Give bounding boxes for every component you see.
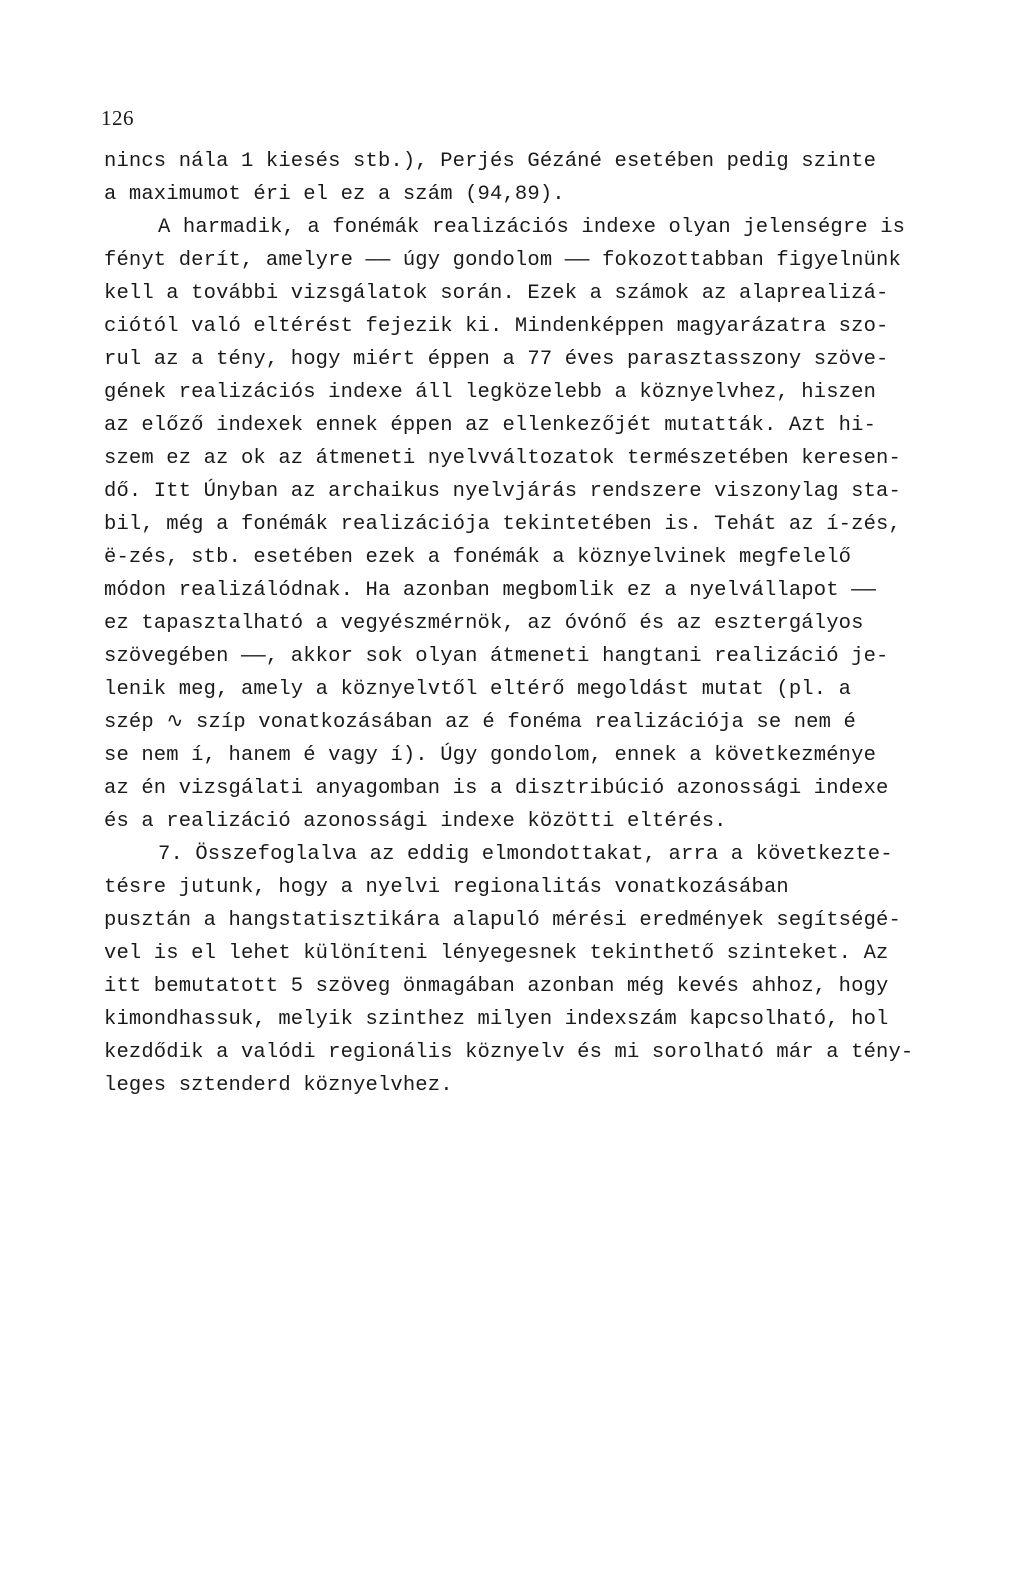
text-line: gének realizációs indexe áll legközelebb a köznyelvhez, hiszen <box>104 381 877 404</box>
text-line: vel is el lehet különíteni lényegesnek tekinthető szinteket. Az <box>104 942 889 965</box>
text-line: az én vizsgálati anyagomban is a disztribúció azonossági indexe <box>104 777 889 800</box>
text-line: itt bemutatott 5 szöveg önmagában azonban még kevés ahhoz, hogy <box>104 975 889 998</box>
text-line: szem ez az ok az átmeneti nyelvváltozatok természetében keresen- <box>104 447 901 470</box>
text-line: az előző indexek ennek éppen az ellenkezőjét mutatták. Azt hi- <box>104 414 877 437</box>
text-line: kimondhassuk, melyik szinthez milyen indexszám kapcsolható, hol <box>104 1008 889 1031</box>
text-line: szép ∿ szíp vonatkozásában az é fonéma realizációja se nem é <box>104 711 856 734</box>
text-line: fényt derít, amelyre —— úgy gondolom —— fokozottabban figyelnünk <box>104 249 901 272</box>
paragraph-start-line: A harmadik, a fonémák realizációs indexe olyan jelenségre is <box>158 216 906 239</box>
text-line: kell a további vizsgálatok során. Ezek a számok az alaprealizá- <box>104 282 889 305</box>
text-line: leges sztenderd köznyelvhez. <box>104 1074 453 1097</box>
text-line: rul az a tény, hogy miért éppen a 77 éves parasztasszony szöve- <box>104 348 889 371</box>
text-line: ë-zés, stb. esetében ezek a fonémák a köznyelvinek megfelelő <box>104 546 852 569</box>
text-line: dő. Itt Únyban az archaikus nyelvjárás rendszere viszonylag sta- <box>104 480 901 503</box>
text-line: és a realizáció azonossági indexe közötti eltérés. <box>104 810 727 833</box>
text-line: ciótól való eltérést fejezik ki. Mindenképpen magyarázatra szo- <box>104 315 889 338</box>
text-line: pusztán a hangstatisztikára alapuló mérési eredmények segítségé- <box>104 909 901 932</box>
text-line: kezdődik a valódi regionális köznyelv és mi sorolható már a tény- <box>104 1041 914 1064</box>
page-number: 126 <box>101 106 134 130</box>
text-line: módon realizálódnak. Ha azonban megbomlik ez a nyelvállapot —— <box>104 579 877 602</box>
text-line: tésre jutunk, hogy a nyelvi regionalitás vonatkozásában <box>104 876 789 899</box>
text-line: se nem í, hanem é vagy í). Úgy gondolom, ennek a következménye <box>104 744 877 767</box>
paragraph-start-line: 7. Összefoglalva az eddig elmondottakat, arra a következte- <box>158 843 893 866</box>
text-line: szövegében ——, akkor sok olyan átmeneti hangtani realizáció je- <box>104 645 889 668</box>
text-line: nincs nála 1 kiesés stb.), Perjés Gézáné esetében pedig szinte <box>104 150 877 173</box>
text-line: bil, még a fonémák realizációja tekintetében is. Tehát az í-zés, <box>104 513 901 536</box>
body-text <box>104 145 984 1102</box>
text-line: a maximumot éri el ez a szám (94,89). <box>104 183 565 206</box>
text-line: lenik meg, amely a köznyelvtől eltérő megoldást mutat (pl. a <box>104 678 852 701</box>
text-line: ez tapasztalható a vegyészmérnök, az óvónő és az esztergályos <box>104 612 864 635</box>
